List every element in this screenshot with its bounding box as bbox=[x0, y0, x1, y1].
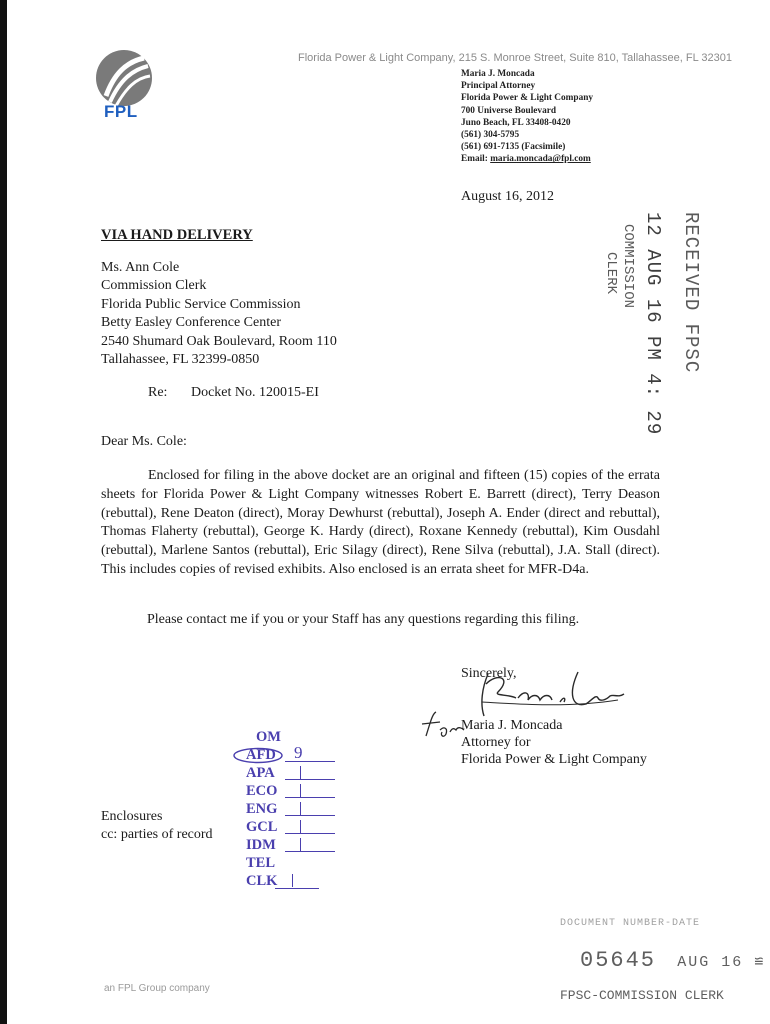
recipient-line: Tallahassee, FL 32399-0850 bbox=[101, 352, 260, 368]
distribution-stamp bbox=[230, 728, 350, 890]
recipient-line: Florida Public Service Commission bbox=[101, 296, 301, 312]
document-division: FPSC-COMMISSION CLERK bbox=[560, 988, 724, 1003]
distribution-count bbox=[300, 802, 301, 815]
distribution-code: AFD bbox=[246, 747, 276, 763]
recipient-line: 2540 Shumard Oak Boulevard, Room 110 bbox=[101, 333, 337, 349]
signature-block bbox=[461, 717, 647, 769]
distribution-code: ECO bbox=[246, 783, 278, 799]
contact-paragraph: Please contact me if you or your Staff has any questions regarding this filing. bbox=[147, 612, 580, 627]
document-number-stamp bbox=[560, 918, 766, 1003]
sender-line: 700 Universe Boulevard bbox=[461, 105, 557, 116]
distribution-row bbox=[230, 782, 350, 800]
distribution-code: CLK bbox=[246, 873, 278, 889]
distribution-count: 9 bbox=[294, 743, 303, 762]
distribution-line bbox=[285, 851, 335, 852]
distribution-row bbox=[230, 818, 350, 836]
distribution-row bbox=[230, 728, 350, 746]
sender-line: Maria J. Moncada bbox=[461, 69, 535, 79]
distribution-count bbox=[300, 838, 301, 851]
distribution-code: ENG bbox=[246, 801, 278, 817]
distribution-code: APA bbox=[246, 765, 275, 781]
salutation: Dear Ms. Cole: bbox=[101, 434, 187, 449]
received-stamp-line: RECEIVED FPSC bbox=[680, 212, 702, 374]
received-stamp-line: COMMISSION bbox=[620, 224, 636, 309]
re-line bbox=[148, 385, 319, 401]
received-stamp-datetime: 12 AUG 16 PM 4: 29 bbox=[642, 212, 664, 436]
signer-name: Maria J. Moncada bbox=[461, 718, 563, 733]
docket-number: Docket No. 120015-EI bbox=[190, 385, 319, 400]
distribution-line bbox=[285, 779, 335, 780]
sender-block bbox=[461, 68, 593, 166]
email-label: Email: bbox=[461, 154, 488, 165]
recipient-line: Commission Clerk bbox=[101, 278, 207, 294]
enclosures-note bbox=[101, 808, 213, 844]
sender-line: (561) 304-5795 bbox=[461, 130, 520, 141]
signer-company: Florida Power & Light Company bbox=[461, 752, 647, 768]
distribution-count bbox=[300, 820, 301, 833]
distribution-line bbox=[285, 797, 335, 798]
received-stamp bbox=[602, 212, 712, 436]
distribution-row bbox=[230, 854, 350, 872]
distribution-line bbox=[285, 761, 335, 762]
distribution-count bbox=[292, 874, 293, 887]
sender-email-line bbox=[461, 153, 593, 165]
page-edge-bar bbox=[0, 0, 7, 1024]
distribution-code: IDM bbox=[246, 837, 276, 853]
body-paragraph: Enclosed for filing in the above docket are an original and fifteen (15) copies of the errata sheets for Florida Power & Light Company witnesses Robert E. Barrett (direct), Terry Deason (rebuttal), Rene Deaton (direct), Moray Dewhurst (rebuttal), Joseph A. Ender (direct and rebuttal), Thomas Flaherty (rebuttal), George K. Hardy (direct), Roxane Kennedy (rebuttal), Kim Ousdahl (rebuttal), Marlene Santos (rebuttal), Eric Silagy (direct), Rene Silva (rebuttal), J.A. Stall (direct). This includes copies of revised exhibits. Also enclosed is an errata sheet for MFR-D4a. bbox=[101, 468, 660, 577]
delivery-method: VIA HAND DELIVERY bbox=[101, 227, 253, 243]
enclosures-label: Enclosures bbox=[101, 809, 163, 824]
email-link[interactable]: maria.moncada@fpl.com bbox=[490, 154, 591, 165]
distribution-row bbox=[230, 743, 350, 764]
sender-line: (561) 691-7135 (Facsimile) bbox=[461, 142, 566, 153]
distribution-row bbox=[230, 872, 350, 890]
distribution-line bbox=[275, 888, 319, 889]
distribution-line bbox=[285, 815, 335, 816]
closing: Sincerely, bbox=[461, 666, 517, 681]
distribution-count bbox=[300, 784, 301, 797]
recipient-line: Ms. Ann Cole bbox=[101, 260, 180, 275]
distribution-row bbox=[230, 800, 350, 818]
distribution-count bbox=[300, 766, 301, 779]
distribution-row bbox=[230, 836, 350, 854]
distribution-code: GCL bbox=[246, 819, 278, 835]
re-label: Re: bbox=[148, 385, 168, 400]
recipient-line: Betty Easley Conference Center bbox=[101, 315, 281, 331]
received-stamp-line: CLERK bbox=[603, 252, 619, 295]
handwritten-signature bbox=[468, 664, 628, 722]
letter-date: August 16, 2012 bbox=[461, 189, 554, 204]
sender-line: Juno Beach, FL 33408-0420 bbox=[461, 117, 571, 128]
cc-line: cc: parties of record bbox=[101, 827, 213, 842]
document-number-value: 05645 bbox=[580, 948, 657, 973]
footer-tagline: an FPL Group company bbox=[104, 983, 210, 994]
distribution-line bbox=[285, 833, 335, 834]
signer-title: Attorney for bbox=[461, 735, 531, 751]
sender-line: Principal Attorney bbox=[461, 81, 536, 92]
document-date: AUG 16 ≌ bbox=[677, 954, 766, 971]
document-stamp-header: DOCUMENT NUMBER-DATE bbox=[560, 918, 701, 929]
document-number bbox=[580, 948, 765, 973]
company-address-line: Florida Power & Light Company, 215 S. Monroe Street, Suite 810, Tallahassee, FL 32301 bbox=[298, 52, 732, 64]
distribution-code: OM bbox=[256, 729, 281, 745]
distribution-code: TEL bbox=[246, 855, 276, 871]
recipient-address bbox=[101, 259, 337, 369]
distribution-row bbox=[230, 764, 350, 782]
sender-line: Florida Power & Light Company bbox=[461, 93, 594, 104]
logo-text: FPL bbox=[104, 102, 138, 121]
